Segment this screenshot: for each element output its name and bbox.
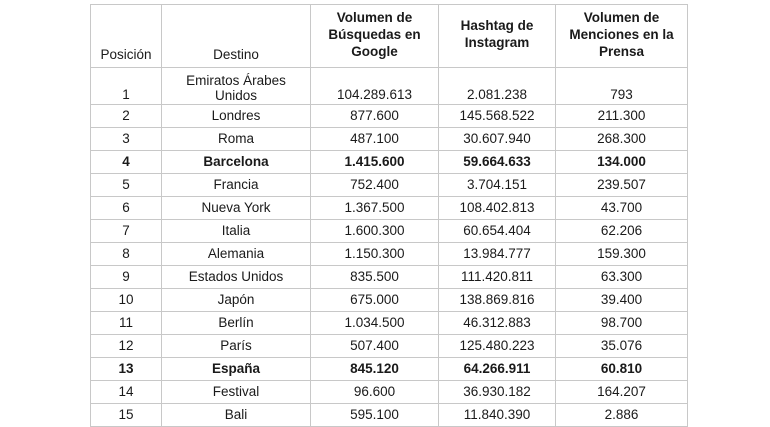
google-searches-cell: 1.367.500 <box>311 197 439 220</box>
position-cell: 6 <box>91 197 162 220</box>
header-press-mentions: Volumen de Menciones en la Prensa <box>556 5 688 68</box>
destination-cell: Italia <box>162 220 311 243</box>
table-row <box>91 105 688 128</box>
press-mentions-cell: 793 <box>556 68 688 105</box>
table-row <box>91 220 688 243</box>
press-mentions-cell: 164.207 <box>556 381 688 404</box>
table-row <box>91 289 688 312</box>
table-row <box>91 404 688 427</box>
header-row <box>91 5 688 68</box>
instagram-hashtag-cell: 11.840.390 <box>439 404 556 427</box>
instagram-hashtag-cell: 108.402.813 <box>439 197 556 220</box>
destination-cell: Londres <box>162 105 311 128</box>
google-searches-cell: 752.400 <box>311 174 439 197</box>
press-mentions-cell: 159.300 <box>556 243 688 266</box>
google-searches-cell: 1.034.500 <box>311 312 439 335</box>
google-searches-cell: 877.600 <box>311 105 439 128</box>
instagram-hashtag-cell: 125.480.223 <box>439 335 556 358</box>
press-mentions-cell: 63.300 <box>556 266 688 289</box>
instagram-hashtag-cell: 138.869.816 <box>439 289 556 312</box>
google-searches-cell: 1.415.600 <box>311 151 439 174</box>
destination-cell: Francia <box>162 174 311 197</box>
position-cell: 12 <box>91 335 162 358</box>
google-searches-cell: 487.100 <box>311 128 439 151</box>
destination-cell: España <box>162 358 311 381</box>
press-mentions-cell: 43.700 <box>556 197 688 220</box>
table-row <box>91 128 688 151</box>
position-cell: 7 <box>91 220 162 243</box>
position-cell: 1 <box>91 68 162 105</box>
table-row <box>91 68 688 105</box>
table-row <box>91 151 688 174</box>
table-row <box>91 312 688 335</box>
press-mentions-cell: 39.400 <box>556 289 688 312</box>
table-body <box>91 68 688 427</box>
table-header <box>91 5 688 68</box>
destination-cell: Bali <box>162 404 311 427</box>
table-row <box>91 243 688 266</box>
table-row <box>91 266 688 289</box>
destination-cell: Roma <box>162 128 311 151</box>
instagram-hashtag-cell: 46.312.883 <box>439 312 556 335</box>
instagram-hashtag-cell: 64.266.911 <box>439 358 556 381</box>
press-mentions-cell: 62.206 <box>556 220 688 243</box>
position-cell: 11 <box>91 312 162 335</box>
instagram-hashtag-cell: 13.984.777 <box>439 243 556 266</box>
destination-cell: Emiratos Árabes Unidos <box>162 68 311 105</box>
header-position: Posición <box>91 5 162 68</box>
table-row <box>91 197 688 220</box>
header-google-searches: Volumen de Búsquedas en Google <box>311 5 439 68</box>
position-cell: 10 <box>91 289 162 312</box>
destination-cell: París <box>162 335 311 358</box>
instagram-hashtag-cell: 111.420.811 <box>439 266 556 289</box>
destination-cell: Estados Unidos <box>162 266 311 289</box>
destination-cell: Nueva York <box>162 197 311 220</box>
position-cell: 14 <box>91 381 162 404</box>
destinations-ranking-table <box>90 4 688 427</box>
position-cell: 13 <box>91 358 162 381</box>
press-mentions-cell: 239.507 <box>556 174 688 197</box>
position-cell: 2 <box>91 105 162 128</box>
header-destination: Destino <box>162 5 311 68</box>
table-row <box>91 381 688 404</box>
instagram-hashtag-cell: 2.081.238 <box>439 68 556 105</box>
instagram-hashtag-cell: 36.930.182 <box>439 381 556 404</box>
table-row <box>91 174 688 197</box>
instagram-hashtag-cell: 59.664.633 <box>439 151 556 174</box>
google-searches-cell: 507.400 <box>311 335 439 358</box>
destination-cell: Alemania <box>162 243 311 266</box>
position-cell: 9 <box>91 266 162 289</box>
google-searches-cell: 845.120 <box>311 358 439 381</box>
table-row <box>91 358 688 381</box>
instagram-hashtag-cell: 30.607.940 <box>439 128 556 151</box>
press-mentions-cell: 60.810 <box>556 358 688 381</box>
position-cell: 15 <box>91 404 162 427</box>
destination-cell: Berlín <box>162 312 311 335</box>
position-cell: 8 <box>91 243 162 266</box>
google-searches-cell: 1.600.300 <box>311 220 439 243</box>
header-instagram-hashtag: Hashtag de Instagram <box>439 5 556 68</box>
google-searches-cell: 96.600 <box>311 381 439 404</box>
instagram-hashtag-cell: 60.654.404 <box>439 220 556 243</box>
instagram-hashtag-cell: 145.568.522 <box>439 105 556 128</box>
press-mentions-cell: 268.300 <box>556 128 688 151</box>
google-searches-cell: 1.150.300 <box>311 243 439 266</box>
position-cell: 5 <box>91 174 162 197</box>
press-mentions-cell: 211.300 <box>556 105 688 128</box>
press-mentions-cell: 98.700 <box>556 312 688 335</box>
google-searches-cell: 675.000 <box>311 289 439 312</box>
position-cell: 3 <box>91 128 162 151</box>
destination-cell: Japón <box>162 289 311 312</box>
press-mentions-cell: 134.000 <box>556 151 688 174</box>
press-mentions-cell: 2.886 <box>556 404 688 427</box>
position-cell: 4 <box>91 151 162 174</box>
destination-cell: Barcelona <box>162 151 311 174</box>
google-searches-cell: 104.289.613 <box>311 68 439 105</box>
table-row <box>91 335 688 358</box>
google-searches-cell: 835.500 <box>311 266 439 289</box>
instagram-hashtag-cell: 3.704.151 <box>439 174 556 197</box>
google-searches-cell: 595.100 <box>311 404 439 427</box>
press-mentions-cell: 35.076 <box>556 335 688 358</box>
destination-cell: Festival <box>162 381 311 404</box>
